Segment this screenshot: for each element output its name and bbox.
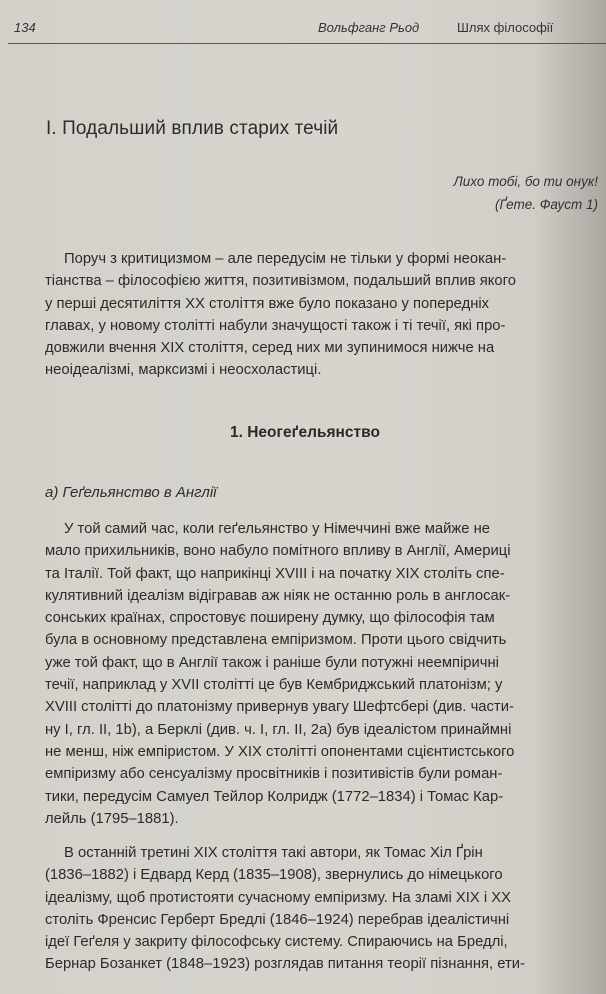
text-line: Поруч з критицизмом – але передусім не тільки у формі неокан- xyxy=(64,251,507,267)
header-rule xyxy=(8,43,606,44)
paragraph-1 xyxy=(45,518,606,830)
text-line: століть Френсис Герберт Бредлі (1846–1924) перебрав ідеалістичні xyxy=(45,911,510,928)
running-head-author: Вольфганг Рьод xyxy=(318,20,420,35)
text-line: В останній третині XIX століття такі автори, як Томас Хіл Ґрін xyxy=(64,845,483,861)
epigraph-quote: Лихо тобі, бо ти онук! xyxy=(453,174,598,189)
text-line: ідеалізму, щоб протистояти сучасному емпіризму. На зламі XIX і XX xyxy=(45,889,512,906)
running-head xyxy=(8,20,606,40)
text-line: кулятивний ідеалізм відігравав аж ніяк не останню роль в англосак- xyxy=(45,587,511,604)
text-line: главах, у новому столітті набули значущості також і ті течії, які про- xyxy=(45,317,506,334)
text-line: у перші десятиліття XX століття вже було показано у попередніх xyxy=(45,295,490,312)
text-line: Бернар Бозанкет (1848–1923) розглядав питання теорії пізнання, ети- xyxy=(45,956,525,973)
text-line: уже той факт, що в Англії також і раніше були потужні неемпіричні xyxy=(45,654,499,671)
text-line: ідеї Геґеля у закриту філософську систему. Спираючись на Бредлі, xyxy=(45,934,508,951)
paragraph-2 xyxy=(45,842,606,976)
text-line: У той самий час, коли геґельянство у Німеччині вже майже не xyxy=(64,521,491,537)
text-line: сонських країнах, спростовує поширену думку, що філософія там xyxy=(45,610,495,627)
text-line: була в основному представлена емпіризмом. Проти цього свідчить xyxy=(45,632,507,649)
text-line: тіанства – філософією життя, позитивізмом, подальший вплив якого xyxy=(45,273,516,290)
epigraph-source: (Ґете. Фауст 1) xyxy=(494,197,598,212)
section-heading: 1. Неогеґельянство xyxy=(230,424,380,441)
text-line: тики, передусім Самуел Тейлор Колридж (1772–1834) і Томас Кар- xyxy=(45,788,504,805)
text-line: довжили вчення XIX століття, серед них ми зупинимося нижче на xyxy=(45,340,495,357)
text-line: мало прихильників, воно набуло помітного впливу в Англії, Америці xyxy=(45,543,511,560)
text-line: та Італії. Той факт, що наприкінці XVIII і на початку XIX століть спе- xyxy=(45,565,505,582)
epigraph xyxy=(454,170,599,216)
text-line: (1836–1882) і Едвард Керд (1835–1908), звернулись до німецького xyxy=(45,867,503,884)
text-line: течії, наприклад у XVII столітті це був Кембриджський платонізм; у xyxy=(45,677,503,694)
page-number: 134 xyxy=(14,20,36,35)
intro-paragraph xyxy=(45,248,606,382)
subsection-heading: а) Геґельянство в Англії xyxy=(45,484,217,501)
text-line: XVIII столітті до платонізму привернув увагу Шефтсбері (див. части- xyxy=(45,699,514,716)
running-head-title: Шлях філософії xyxy=(457,20,554,35)
text-line: ну І, гл. ІІ, 1b), а Берклі (див. ч. І, гл. ІІ, 2a) був ідеалістом принаймні xyxy=(45,721,512,738)
text-line: емпіризму або сенсуалізму просвітників і позитивістів були роман- xyxy=(45,766,503,783)
text-line: не менш, ніж емпіристом. У XIX столітті опонентами сцієнтистського xyxy=(45,743,515,760)
text-line: неоідеалізмі, марксизмі і неосхоластиці. xyxy=(45,362,322,379)
text-line: лейль (1795–1881). xyxy=(45,810,179,827)
chapter-heading: І. Подальший вплив старих течій xyxy=(46,118,339,139)
